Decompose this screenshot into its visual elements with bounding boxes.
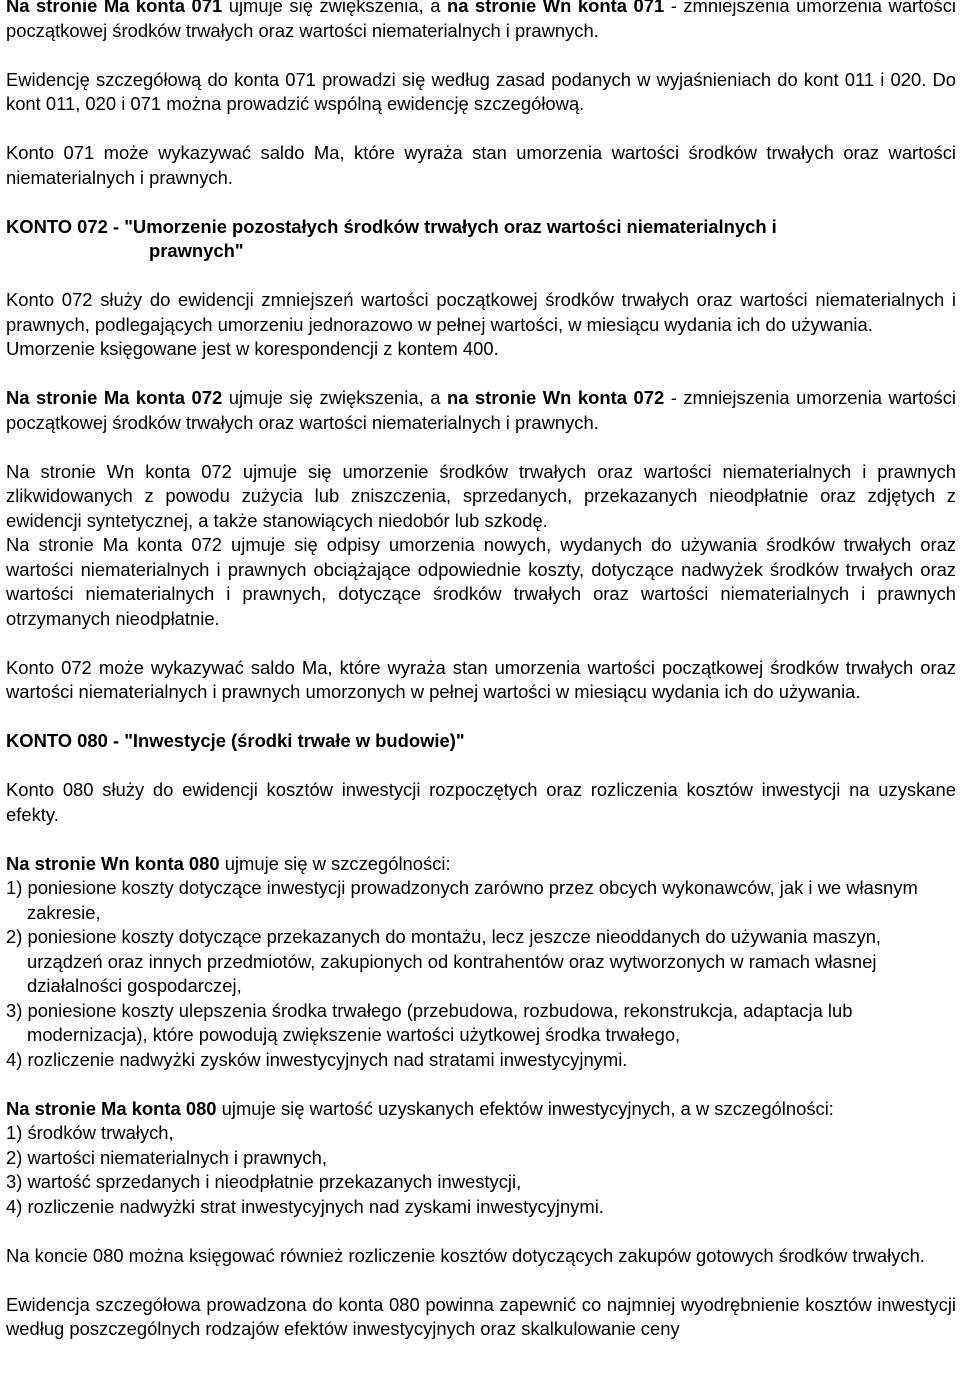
list-item: 3) poniesione koszty ulepszenia środka trwałego (przebudowa, rozbudowa, rekonstrukcja, adaptacja lub modernizacja), które powodują zwiększenie wartości użytkowej środka trwałego,: [6, 999, 853, 1045]
paragraph-konto-072-correspondence: Umorzenie księgowane jest w korespondencji z kontem 400.: [6, 338, 499, 359]
bold-phrase: na stronie Wn konta 072: [446, 387, 665, 408]
paragraph-konto-080-ewidencja: Ewidencja szczegółowa prowadzona do konta 080 powinna zapewnić co najmniej wyodrębnienie kosztów inwestycji według poszczególnych rodzajów efektów inwestycyjnych oraz skalkulowanie ceny: [6, 1293, 956, 1339]
bold-phrase: Na stronie Ma konta 072: [6, 387, 223, 408]
text-span: ujmuje się w szczególności:: [219, 852, 451, 874]
bold-phrase: Na stronie Ma konta 071: [6, 0, 223, 16]
paragraph-konto-080-zakupy: Na koncie 080 można księgować również rozliczenie kosztów dotyczących zakupów gotowych środków trwałych.: [6, 1244, 925, 1266]
paragraph-konto-072-saldo: Konto 072 może wykazywać saldo Ma, które wyraża stan umorzenia wartości początkowej środków trwałych oraz wartości niematerialnych i prawnych umorzonych w pełnej wartości w miesiącu wydania ich do używania.: [6, 656, 956, 702]
paragraph-konto-080-wn-intro: [6, 852, 956, 877]
text-span: ujmuje się zwiększenia, a: [222, 0, 447, 16]
bold-phrase: Na stronie Wn konta 080: [6, 852, 220, 874]
heading-konto-080: KONTO 080 - "Inwestycje (środki trwałe w budowie)": [6, 730, 465, 751]
paragraph-konto-071-sides: [6, 0, 956, 43]
list-item: 2) wartości niematerialnych i prawnych,: [6, 1146, 327, 1168]
bold-phrase: Na stronie Ma konta 080: [6, 1097, 217, 1119]
heading-line-1: KONTO 072 - "Umorzenie pozostałych środków trwałych oraz wartości niematerialnych i: [6, 215, 777, 237]
bold-phrase: na stronie Wn konta 071: [446, 0, 665, 16]
text-span: ujmuje się zwiększenia, a: [222, 387, 447, 408]
text-span: - zmniejszenia umorzenia wartości początkowej środków trwałych oraz wartości niematerialnych i prawnych.: [6, 0, 956, 41]
paragraph-konto-080-ma-intro: [6, 1097, 956, 1122]
paragraph-konto-072-sides: [6, 386, 956, 435]
list-item: 1) środków trwałych,: [6, 1122, 174, 1143]
paragraph-konto-080-purpose: Konto 080 służy do ewidencji kosztów inwestycji rozpoczętych oraz rozliczenia kosztów inwestycji na uzyskane efekty.: [6, 779, 956, 825]
paragraph-konto-071-saldo: Konto 071 może wykazywać saldo Ma, które wyraża stan umorzenia wartości środków trwałych oraz wartości niematerialnych i prawnych.: [6, 142, 956, 188]
paragraph-konto-072-wn: Na stronie Wn konta 072 ujmuje się umorzenie środków trwałych oraz wartości niematerialnych i prawnych zlikwidowanych z powodu zużycia lub zniszczenia, sprzedanych, przekazanych nieodpłatnie oraz zdjętych z ewidencji syntetycznej, a także stanowiących niedobór lub szkodę.: [6, 460, 956, 531]
list-item: 4) rozliczenie nadwyżki zysków inwestycyjnych nad stratami inwestycyjnymi.: [6, 1048, 628, 1070]
list-item: 1) poniesione koszty dotyczące inwestycji prowadzonych zarówno przez obcych wykonawców, jak i we własnym zakresie,: [6, 877, 918, 923]
list-item: 2) poniesione koszty dotyczące przekazanych do montażu, lecz jeszcze nieoddanych do używania maszyn, urządzeń oraz innych przedmiotów, zakupionych od kontrahentów oraz wytworzonych w ramach własnej działalności gospodarczej,: [6, 926, 882, 996]
text-span: ujmuje się wartość uzyskanych efektów inwestycyjnych, a w szczególności:: [216, 1097, 834, 1119]
paragraph-konto-072-ma: Na stronie Ma konta 072 ujmuje się odpisy umorzenia nowych, wydanych do używania środków trwałych oraz wartości niematerialnych i prawnych obciążające odpowiednie koszty, dotyczące nadwyżek środków trwałych oraz wartości niematerialnych i prawnych, dotyczące środków trwałych oraz wartości niematerialnych i prawnych otrzymanych nieodpłatnie.: [6, 534, 956, 629]
paragraph-konto-072-purpose: Konto 072 służy do ewidencji zmniejszeń wartości początkowej środków trwałych oraz wartości niematerialnych i prawnych, podlegających umorzeniu jednorazowo w pełnej wartości, w miesiącu wydania ich do używania.: [6, 289, 956, 335]
heading-konto-072: [6, 215, 956, 264]
list-item: 4) rozliczenie nadwyżki strat inwestycyjnych nad zyskami inwestycyjnymi.: [6, 1195, 604, 1217]
paragraph-konto-071-detail: Ewidencję szczegółową do konta 071 prowadzi się według zasad podanych w wyjaśnieniach do kont 011 i 020. Do kont 011, 020 i 071 można prowadzić wspólną ewidencję szczegółową.: [6, 68, 956, 114]
heading-line-2: prawnych": [149, 240, 244, 261]
text-span: - zmniejszenia umorzenia wartości początkowej środków trwałych oraz wartości niematerialnych i prawnych.: [6, 387, 956, 433]
list-konto-080-ma: [6, 1121, 956, 1219]
list-konto-080-wn: [6, 876, 956, 1072]
list-item: 3) wartość sprzedanych i nieodpłatnie przekazanych inwestycji,: [6, 1171, 522, 1192]
